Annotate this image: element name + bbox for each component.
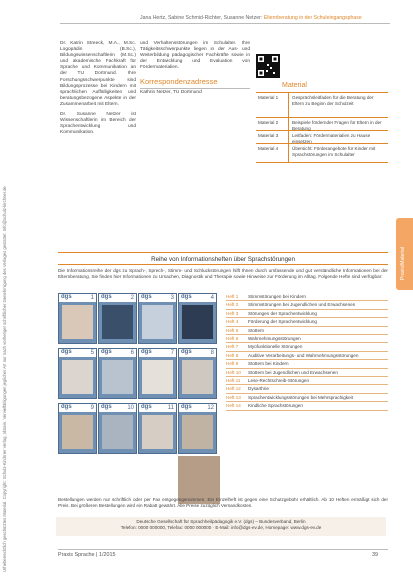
material-desc: Gesprächsleitfaden für die Beratung der Eltern zu Beginn der Schulzeit	[292, 95, 374, 106]
material-row	[256, 118, 388, 131]
header-rule	[60, 23, 390, 24]
material-row	[256, 93, 388, 118]
material-code: Material 1	[256, 93, 289, 117]
section-tab-label: Praxis/Material	[400, 246, 406, 280]
section-tab[interactable]	[396, 218, 413, 290]
heft-list-item[interactable]: Heft 10 Stottern bei Jugendlichen und Erwachsenen	[226, 369, 388, 377]
heft-list-item[interactable]: Heft 7 Myofunktionelle Störungen	[226, 343, 388, 351]
heft-list-item[interactable]: Heft 9 Stottern bei Kindern	[226, 360, 388, 368]
contact-box	[56, 517, 386, 536]
heft-cover[interactable]: dgs 2	[98, 293, 137, 344]
heft-list-item[interactable]: Heft 12 Dysarthrie	[226, 385, 388, 393]
order-text: Bestellungen werden nur schriftlich oder per Fax entgegengenommen. Ein Einzelheft ist gegen eine Schutzgebühr erhältlich. Ab 10 Heften ermäßigt sich der Preis. Bei größeren Bestellungen wird ein Rabatt gewährt. Alle Preise zuzüglich Versandkosten.	[58, 497, 388, 508]
contact-line-2: Telefon: 0000 000000, Telefax: 0000 000000 · E-Mail: info@dgs-ev.de, Homepage: www.dgs-ev.de	[120, 524, 322, 530]
heft-list-item[interactable]: Heft 8 Auditive Verarbeitungs- und Wahrnehmungsstörungen	[226, 352, 388, 360]
page-header	[140, 15, 390, 21]
qr-code[interactable]	[256, 54, 280, 78]
correspondence-text: Kathrin Netzer, TU Dortmund	[140, 90, 202, 96]
heft-cover[interactable]: dgs 4	[178, 293, 217, 344]
heft-list-item[interactable]: Heft 11 Lese-Rechtschreib-Störungen	[226, 377, 388, 385]
material-code: Material 2	[256, 118, 289, 130]
footer-rule	[58, 549, 388, 550]
heft-list-item[interactable]: Heft 5 Stottern	[226, 327, 388, 335]
material-table	[256, 92, 388, 163]
heft-cover[interactable]: dgs 6	[98, 348, 137, 399]
correspondence-title: Korrespondenzadresse	[140, 77, 218, 87]
header-title: Elternberatung in der Schuleingangsphase	[263, 15, 362, 21]
correspondence-rule	[140, 88, 250, 89]
heft-list-item[interactable]: Heft 4 Förderung der Sprachentwicklung	[226, 318, 388, 326]
material-desc: Beispiele fördernder Fragen für Eltern in der Beratung	[292, 120, 382, 131]
heft-cover[interactable]: dgs 7	[138, 348, 177, 399]
material-desc: Übersicht: Förderangebote für Kinder mit Sprachstörungen im Schulalter	[292, 146, 376, 157]
section-top-rule	[58, 252, 388, 253]
section-bottom-rule	[58, 264, 388, 265]
heft-cover[interactable]: dgs 12	[178, 403, 217, 454]
bio-left	[60, 41, 136, 136]
heft-cover[interactable]: dgs 1	[58, 293, 97, 344]
heft-cover[interactable]: dgs 10	[98, 403, 137, 454]
heft-cover[interactable]: dgs 8	[178, 348, 217, 399]
heft-list	[226, 293, 388, 411]
heft-cover[interactable]: dgs 9	[58, 403, 97, 454]
material-row	[256, 144, 388, 163]
heft-cover[interactable]: dgs 3	[138, 293, 177, 344]
material-code: Material 3	[256, 131, 289, 143]
bio-left-paragraph-2: Dr. Susanne Netzer ist Wissenschaftlerin im Bereich der Sprachentwicklung und Kommunikation.	[60, 112, 136, 136]
bio-left-paragraph-1: Dr. Katrin Streeck, M.A., M.Sc. Logopädin (B.Sc.), Bildungswissenschaftlerin (M.Sc.) und akademische Fachkraft für Sprache und Kommunikation an der TU Dortmund. Ihre Forschungsschwerpunkte sind Bildungsprozesse bei Kindern mit sprachlichen Auffälligkeiten und beratungsbezogene Aspekte in der Zusammenarbeit mit Eltern.	[60, 41, 136, 107]
heft-list-item[interactable]: Heft 2 Stimmstörungen bei Jugendlichen und Erwachsenen	[226, 301, 388, 309]
section-title: Reihe von Informationsheften über Sprachstörungen	[151, 256, 295, 263]
material-code: Material 4	[256, 144, 289, 162]
bio-right	[140, 41, 250, 96]
material-row	[256, 131, 388, 144]
page-number: 39	[372, 552, 378, 558]
heft-list-item[interactable]: Heft 1 Stimmstörungen bei Kindern	[226, 293, 388, 301]
header-authors: Jana Hertz, Sabine Schmid-Richter, Susanne Netzer:	[140, 15, 263, 21]
heft-list-item[interactable]: Heft 3 Störungen der Sprachentwicklung	[226, 310, 388, 318]
section-intro: Die Informationsreihe der dgs zu Sprach-, Sprech-, Stimm- und Schluckstörungen hilft Ihnen durch umfassende und gut verständliche Informationen bei der Elternberatung. Sie finden hier Informationen zu Ursachen, Diagnostik und Therapie sowie Hinweise zur Förderung im Alltag. Folgende Hefte sind verfügbar:	[58, 268, 388, 279]
material-desc: Leitfaden: Fördermaterialien zu Hause einsetzen	[292, 133, 371, 144]
heft-thumbnails	[58, 293, 220, 508]
copyright-sidebar: Urheberrechtlich geschütztes Material. Copyright: Schulz-Kirchner Verlag, Idstein. Vervielfältigungen jeglicher Art nur nach vorheriger schriftlicher Genehmigung des Verlages gestattet. Info@schulz-kirchner.de	[2, 186, 7, 572]
heft-cover[interactable]: dgs 5	[58, 348, 97, 399]
contact-line-1: Deutsche Gesellschaft für Sprachheilpädagogik e.V. (dgs) – Bundesverband, Berlin	[136, 519, 306, 524]
heft-cover[interactable]: dgs 11	[138, 403, 177, 454]
bio-right-paragraph: und Verhaltensstörungen im Schulalter. Ihre Tätigkeitsschwerpunkte liegen in der Aus- und Weiterbildung pädagogischer Fachkräfte sowie in der Entwicklung und Evaluation von Fördermaterialien.	[140, 41, 250, 71]
journal-name: Praxis Sprache | 1/2015	[58, 552, 116, 558]
heft-list-item[interactable]: Heft 13 Sprachentwicklungsstörungen bei Mehrsprachigkeit	[226, 394, 388, 402]
heft-list-item[interactable]: Heft 6 Wahrnehmungsstörungen	[226, 335, 388, 343]
heft-list-item[interactable]: Heft 14 Kindliche Sprachstörungen	[226, 402, 388, 410]
material-title: Material	[282, 82, 307, 89]
